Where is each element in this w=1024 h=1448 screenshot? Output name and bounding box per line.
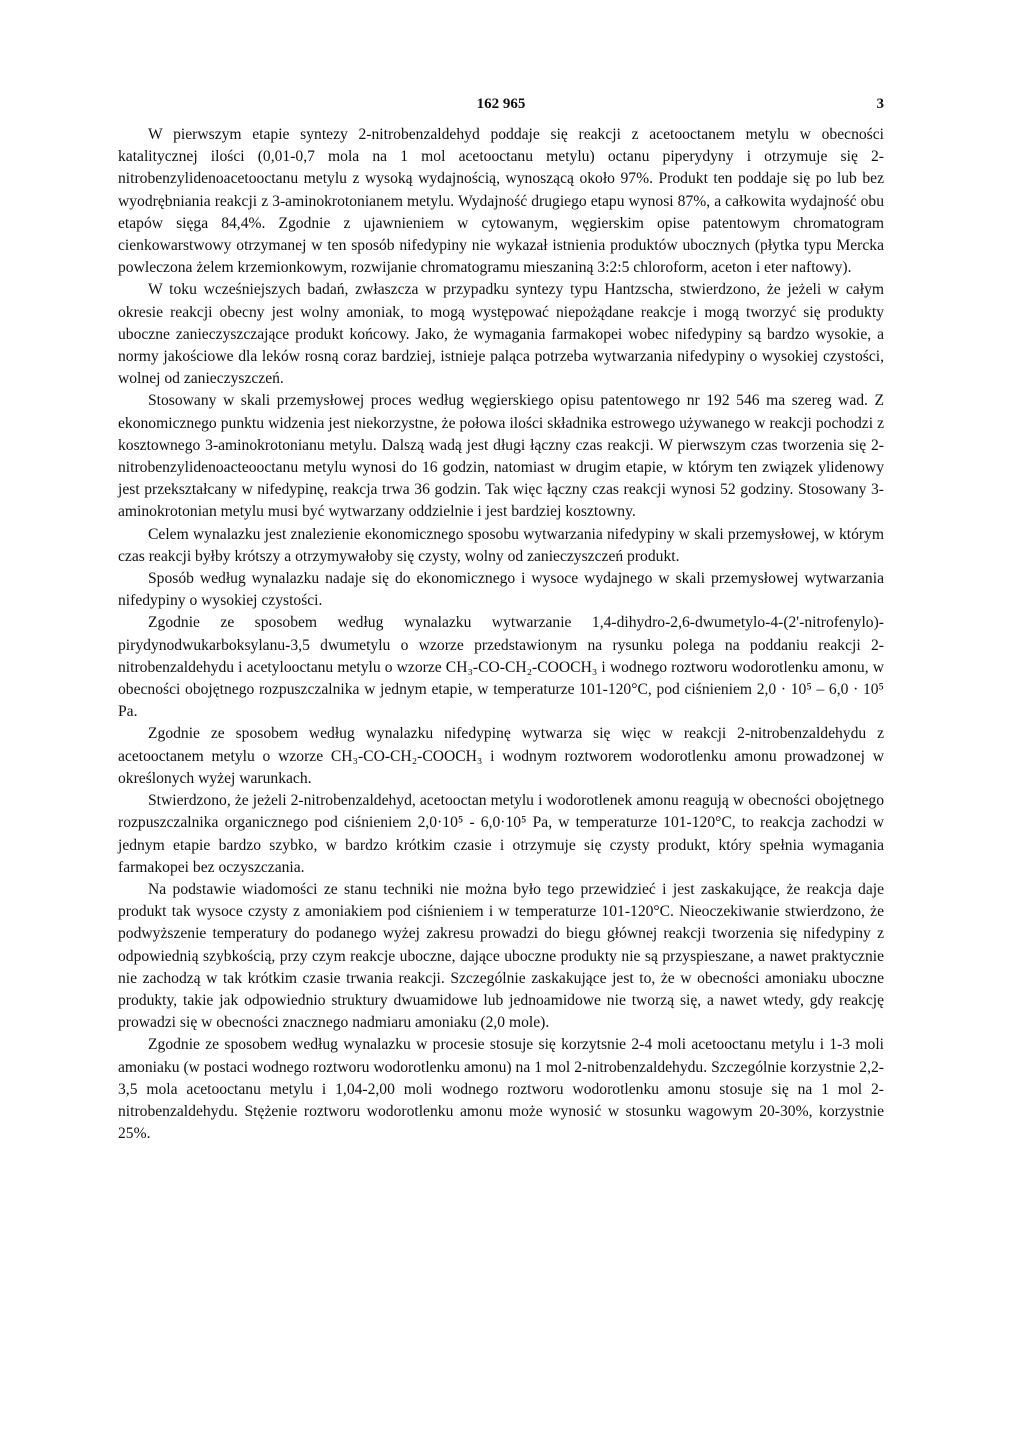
paragraph: W toku wcześniejszych badań, zwłaszcza w przypadku syntezy typu Hantzscha, stwierdzono, że jeżeli w całym okresie reakcji obecny jest wolny amoniak, to mogą występować niepożądane reakcje i mogą tworzyć się produkty uboczne zanieczyszczające produkt końcowy. Jako, że wymagania farmakopei wobec nifedypiny są bardzo wysokie, a normy jakościowe dla leków rosną coraz bardziej, istnieje paląca potrzeba wytwarzania nifedypiny o wysokiej czystości, wolnej od zanieczyszczeń. <box>118 281 884 388</box>
document-page <box>118 96 884 1145</box>
paragraph: Sposób według wynalazku nadaje się do ekonomicznego i wysoce wydajnego w skali przemysłowej wytwarzania nifedypiny o wysokiej czystości. <box>118 570 884 610</box>
paragraph: Zgodnie ze sposobem według wynalazku nifedypinę wytwarza się więc w reakcji 2-nitrobenzaldehydu z acetooctanem metylu o wzorze CH₃-CO-CH₂-COOCH₃ i wodnym roztworem wodorotlenku amonu prowadzonej w określonych wyżej warunkach. <box>118 725 884 787</box>
page-header <box>118 96 884 124</box>
paragraph: W pierwszym etapie syntezy 2-nitrobenzaldehyd poddaje się reakcji z acetooctanem metylu w obecności katalitycznej ilości (0,01-0,7 mola na 1 mol acetooctanu metylu) octanu piperydyny i otrzymuje się 2-nitrobenzylidenoacetooctanu metylu z wysoką wydajnością, wynoszącą około 97%. Produkt ten poddaje się po lub bez wyodrębniania reakcji z 3-aminokrotonianem metylu. Wydajność drugiego etapu wynosi 87%, a całkowita wydajność obu etapów sięga 84,4%. Zgodnie z ujawnieniem w cytowanym, węgierskim opise patentowym chromatogram cienkowarstwowy otrzymanej w ten sposób nifedypiny nie wykazał istnienia produktów ubocznych (płytka typu Mercka powleczona żelem krzemionkowym, rozwijanie chromatogramu mieszaniną 3:2:5 chloroform, aceton i eter naftowy). <box>118 126 884 277</box>
page-number: 3 <box>876 96 884 112</box>
body-text <box>118 124 884 1145</box>
paragraph: Zgodnie ze sposobem według wynalazku wytwarzanie 1,4-dihydro-2,6-dwumetylo-4-(2'-nitrofenylo)-pirydynodwukarboksylanu-3,5 dwumetylu o wzorze przedstawionym na rysunku polega na poddaniu reakcji 2-nitrobenzaldehydu i acetylooctanu metylu o wzorze CH₃-CO-CH₂-COOCH₃ i wodnego roztworu wodorotlenku amonu, w obecności obojętnego rozpuszczalnika w jednym etapie, w temperaturze 101-120°C, pod ciśnieniem 2,0 · 10⁵ – 6,0 · 10⁵ Pa. <box>118 614 884 721</box>
paragraph: Celem wynalazku jest znalezienie ekonomicznego sposobu wytwarzania nifedypiny w skali przemysłowej, w którym czas reakcji byłby krótszy a otrzymywałoby się czysty, wolny od zanieczyszczeń produkt. <box>118 525 884 565</box>
paragraph: Zgodnie ze sposobem według wynalazku w procesie stosuje się korzytsnie 2-4 moli acetooctanu metylu i 1-3 moli amoniaku (w postaci wodnego roztworu wodorotlenku amonu) na 1 mol 2-nitrobenzaldehydu. Szczególnie korzystnie 2,2-3,5 mola acetooctanu metylu i 1,04-2,00 moli wodnego roztworu wodorotlenku amonu stosuje się na 1 mol 2-nitrobenzaldehydu. Stężenie roztworu wodorotlenku amonu może wynosić w stosunku wagowym 20-30%, korzystnie 25%. <box>118 1036 884 1143</box>
paragraph: Stosowany w skali przemysłowej proces według węgierskiego opisu patentowego nr 192 546 ma szereg wad. Z ekonomicznego punktu widzenia jest niekorzystne, że połowa ilości składnika estrowego używanego w reakcji pochodzi z kosztownego 3-aminokrotonianu metylu. Dalszą wadą jest długi łączny czas reakcji. W pierwszym czas tworzenia się 2-nitrobenzylidenoacteooctanu metylu wynosi do 16 godzin, natomiast w drugim etapie, w którym ten związek ylidenowy jest przekształcany w nifedypinę, reakcja trwa 36 godzin. Tak więc łączny czas reakcji wynosi 52 godziny. Stosowany 3-aminokrotonian metylu musi być wytwarzany oddzielnie i jest bardziej kosztowny. <box>118 392 884 521</box>
paragraph: Na podstawie wiadomości ze stanu techniki nie można było tego przewidzieć i jest zaskakujące, że reakcja daje produkt tak wysoce czysty z amoniakiem pod ciśnieniem i w temperaturze 101-120°C. Nieoczekiwanie stwierdzono, że podwyższenie temperatury do podanego wyżej zakresu prowadzi do biegu głównej reakcji tworzenia się nifedypiny z odpowiednią szybkością, przy czym reakcje uboczne, dające uboczne produkty nie są przyspieszane, a nawet praktycznie nie zachodzą w tak krótkim czasie trwania reakcji. Szczególnie zaskakujące jest to, że w obecności amoniaku uboczne produkty, takie jak odpowiednio struktury dwuamidowe lub jednoamidowe nie tworzą się, a nawet wtedy, gdy reakcję prowadzi się w obecności znacznego nadmiaru amoniaku (2,0 mole). <box>118 880 884 1032</box>
patent-number: 162 965 <box>476 96 526 112</box>
paragraph: Stwierdzono, że jeżeli 2-nitrobenzaldehyd, acetooctan metylu i wodorotlenek amonu reagują w obecności obojętnego rozpuszczalnika organicznego pod ciśnieniem 2,0·10⁵ - 6,0·10⁵ Pa, w temperaturze 101-120°C, to reakcja zachodzi w jednym etapie bardzo szybko, w bardzo krótkim czasie i otrzymuje się czysty produkt, który spełnia wymagania farmakopei bez oczyszczania. <box>118 792 884 876</box>
